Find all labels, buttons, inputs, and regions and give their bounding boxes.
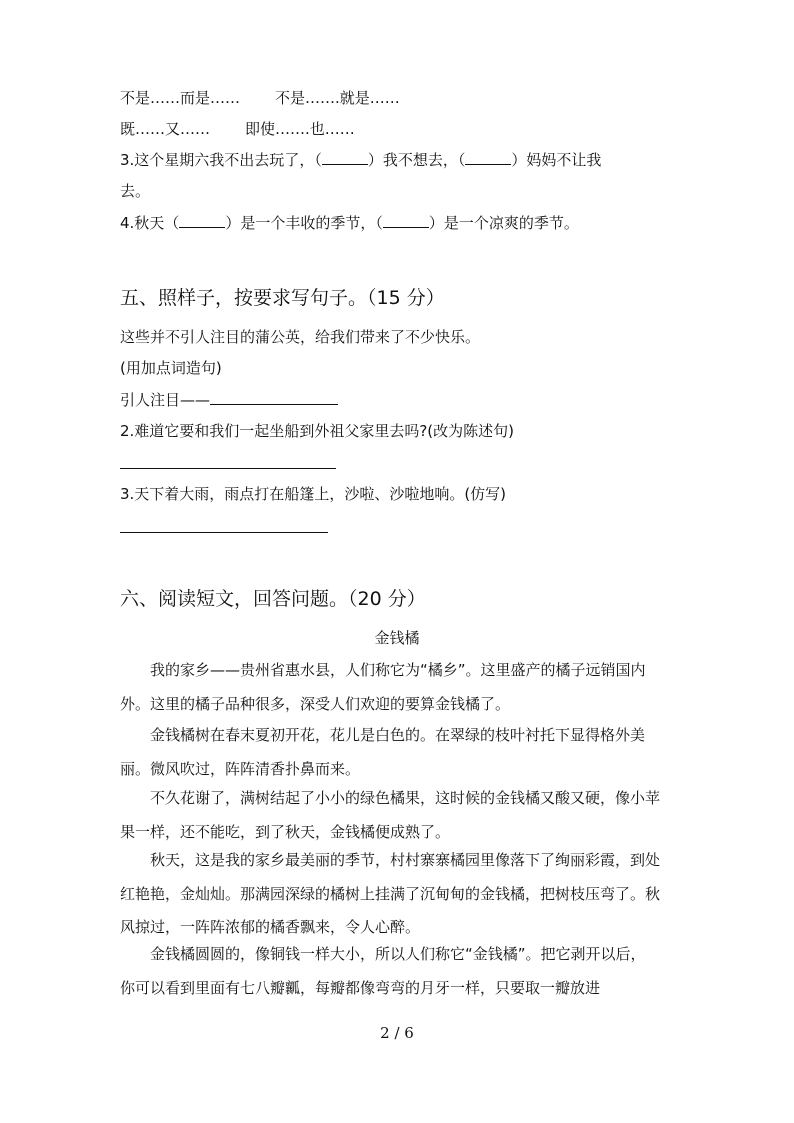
word-pair-row-1: [120, 88, 400, 108]
passage-paragraph: 金钱橘圆圆的，像铜钱一样大小，所以人们称它“金钱橘”。把它剥开以后，你可以看到里面有七八瓣瓤，每瓣都像弯弯的月牙一样，只要取一瓣放进: [120, 945, 646, 997]
word-pair: 即使…….也……: [245, 120, 355, 138]
passage-paragraph: 我的家乡——贵州省惠水县，人们称它为“橘乡”。这里盛产的橘子远销国内外。这里的橘子品种很多，深受人们欢迎的要算金钱橘了。: [120, 661, 646, 713]
answer-line[interactable]: [120, 532, 328, 533]
instruction-text: (用加点词造句): [120, 359, 222, 377]
question-2: 2.难道它要和我们一起坐船到外祖父家里去吗?(改为陈述句): [120, 422, 514, 440]
passage-paragraph: 秋天，这是我的家乡最美丽的季节，村村寨寨橘园里像落下了绚丽彩霞，到处红艳艳，金灿灿。那满园深绿的橘树上挂满了沉甸甸的金钱橘，把树枝压弯了。秋风掠过，一阵阵浓郁的橘香飘来，令人心醉。: [120, 851, 661, 936]
answer-blank[interactable]: [210, 390, 338, 405]
word-pair: 不是…….就是……: [275, 89, 400, 107]
passage-paragraph: 金钱橘树在春末夏初开花，花儿是白色的。在翠绿的枝叶衬托下显得格外美丽。微风吹过，阵阵清香扑鼻而来。: [120, 726, 646, 778]
word-pair: 既……又……: [120, 120, 211, 138]
fill-blank[interactable]: [465, 150, 511, 165]
fill-blank[interactable]: [179, 213, 225, 228]
question-4: 4.秋天（ ）是一个丰收的季节，（ ）是一个凉爽的季节。: [120, 214, 579, 232]
word-pair: 不是……而是……: [120, 89, 241, 107]
passage-paragraph: 不久花谢了，满树结起了小小的绿色橘果，这时候的金钱橘又酸又硬，像小苹果一样，还不能吃，到了秋天，金钱橘便成熟了。: [120, 789, 661, 841]
fill-blank[interactable]: [383, 213, 429, 228]
answer-line[interactable]: [120, 468, 336, 469]
word-prompt: 引人注目——: [120, 390, 338, 410]
question-3-continued: 去。: [120, 182, 151, 200]
question-3: 3.天下着大雨，雨点打在船篷上，沙啦、沙啦地响。(仿写): [120, 485, 507, 503]
fill-blank[interactable]: [322, 150, 368, 165]
passage-title: 金钱橘: [374, 629, 420, 647]
section-heading: 五、照样子，按要求写句子。（15 分）: [120, 287, 445, 309]
example-sentence: 这些并不引人注目的蒲公英，给我们带来了不少快乐。: [120, 328, 481, 346]
section-heading: 六、阅读短文，回答问题。（20 分）: [120, 588, 426, 610]
question-3: 3.这个星期六我不出去玩了，（ ）我不想去，（ ）妈妈不让我: [120, 151, 602, 169]
word-pair-row-2: [120, 119, 355, 139]
page-number: 2 / 6: [380, 1024, 414, 1042]
